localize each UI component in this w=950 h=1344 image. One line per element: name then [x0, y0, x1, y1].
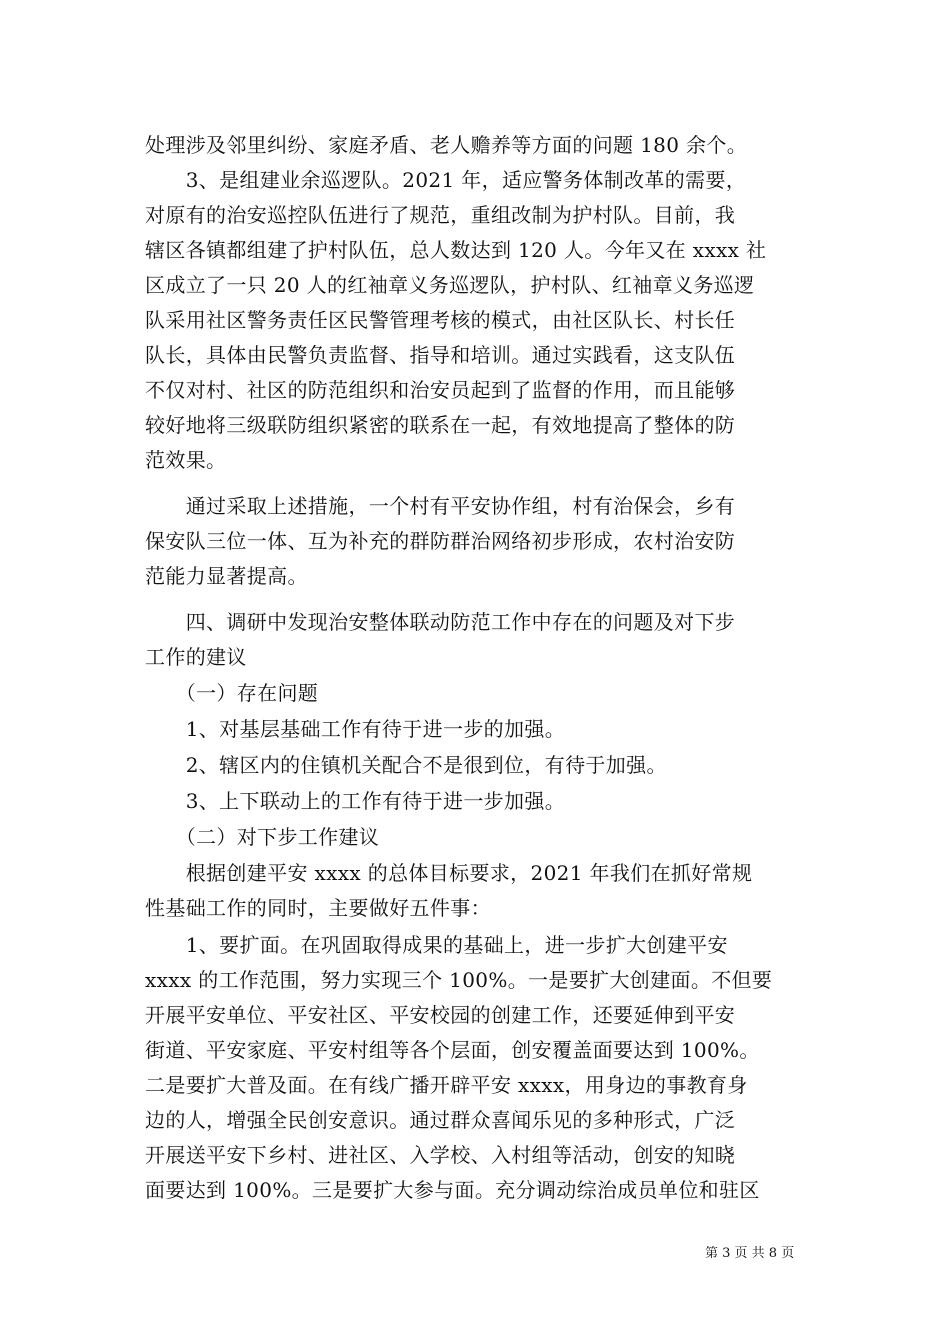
body-text-line: 处理涉及邻里纠纷、家庭矛盾、老人赡养等方面的问题 180 余个。 — [145, 133, 748, 157]
body-text-line: 范效果。 — [145, 448, 227, 472]
page-number-footer: 第 3 页 共 8 页 — [705, 1246, 795, 1261]
body-text-line: 区成立了一只 20 人的红袖章义务巡逻队，护村队、红袖章义务巡逻 — [145, 273, 755, 297]
body-text-line: 开展送平安下乡村、进社区、入学校、入村组等活动，创安的知晓 — [145, 1143, 736, 1167]
body-text-line: 1、要扩面。在巩固取得成果的基础上，进一步扩大创建平安 — [145, 933, 728, 957]
body-text-line: 街道、平安家庭、平安村组等各个层面，创安覆盖面要达到 100%。 — [145, 1038, 760, 1062]
body-text-line: 队采用社区警务责任区民警管理考核的模式，由社区队长、村长任 — [145, 308, 736, 332]
body-text-line: 边的人，增强全民创安意识。通过群众喜闻乐见的多种形式，广泛 — [145, 1108, 736, 1132]
body-text-line: 范能力显著提高。 — [145, 564, 308, 588]
body-text-line: 辖区各镇都组建了护村队伍，总人数达到 120 人。今年又在 xxxx 社 — [145, 238, 767, 262]
subsection-heading: （二）对下步工作建议 — [145, 825, 380, 849]
section-heading-line: 四、调研中发现治安整体联动防范工作中存在的问题及对下步 — [145, 610, 736, 634]
body-text-line: 对原有的治安巡控队伍进行了规范，重组改制为护村队。目前，我 — [145, 203, 736, 227]
body-text-line: 性基础工作的同时，主要做好五件事： — [145, 896, 491, 920]
list-item: 3、上下联动上的工作有待于进一步加强。 — [145, 789, 566, 813]
body-text-line: 保安队三位一体、互为补充的群防群治网络初步形成，农村治安防 — [145, 529, 736, 553]
body-text-line: 根据创建平安 xxxx 的总体目标要求，2021 年我们在抓好常规 — [145, 861, 753, 885]
body-text-line: 二是要扩大普及面。在有线广播开辟平安 xxxx，用身边的事教育身 — [145, 1073, 748, 1097]
subsection-heading: （一）存在问题 — [145, 681, 319, 705]
list-item: 1、对基层基础工作有待于进一步的加强。 — [145, 717, 566, 741]
body-text-line: 较好地将三级联防组织紧密的联系在一起，有效地提高了整体的防 — [145, 413, 736, 437]
list-item: 2、辖区内的住镇机关配合不是很到位，有待于加强。 — [145, 753, 667, 777]
body-text-line: 3、是组建业余巡逻队。2021 年，适应警务体制改革的需要， — [145, 168, 747, 192]
body-text-line: 队长，具体由民警负责监督、指导和培训。通过实践看，这支队伍 — [145, 343, 736, 367]
body-text-line: 面要达到 100%。三是要扩大参与面。充分调动综治成员单位和驻区 — [145, 1178, 760, 1202]
section-heading-line: 工作的建议 — [145, 645, 247, 669]
body-text-line: 开展平安单位、平安社区、平安校园的创建工作，还要延伸到平安 — [145, 1003, 736, 1027]
body-text-line: 不仅对村、社区的防范组织和治安员起到了监督的作用，而且能够 — [145, 378, 736, 402]
body-text-line: xxxx 的工作范围，努力实现三个 100%。一是要扩大创建面。不但要 — [145, 968, 773, 992]
body-text-line: 通过采取上述措施，一个村有平安协作组，村有治保会，乡有 — [145, 494, 736, 518]
